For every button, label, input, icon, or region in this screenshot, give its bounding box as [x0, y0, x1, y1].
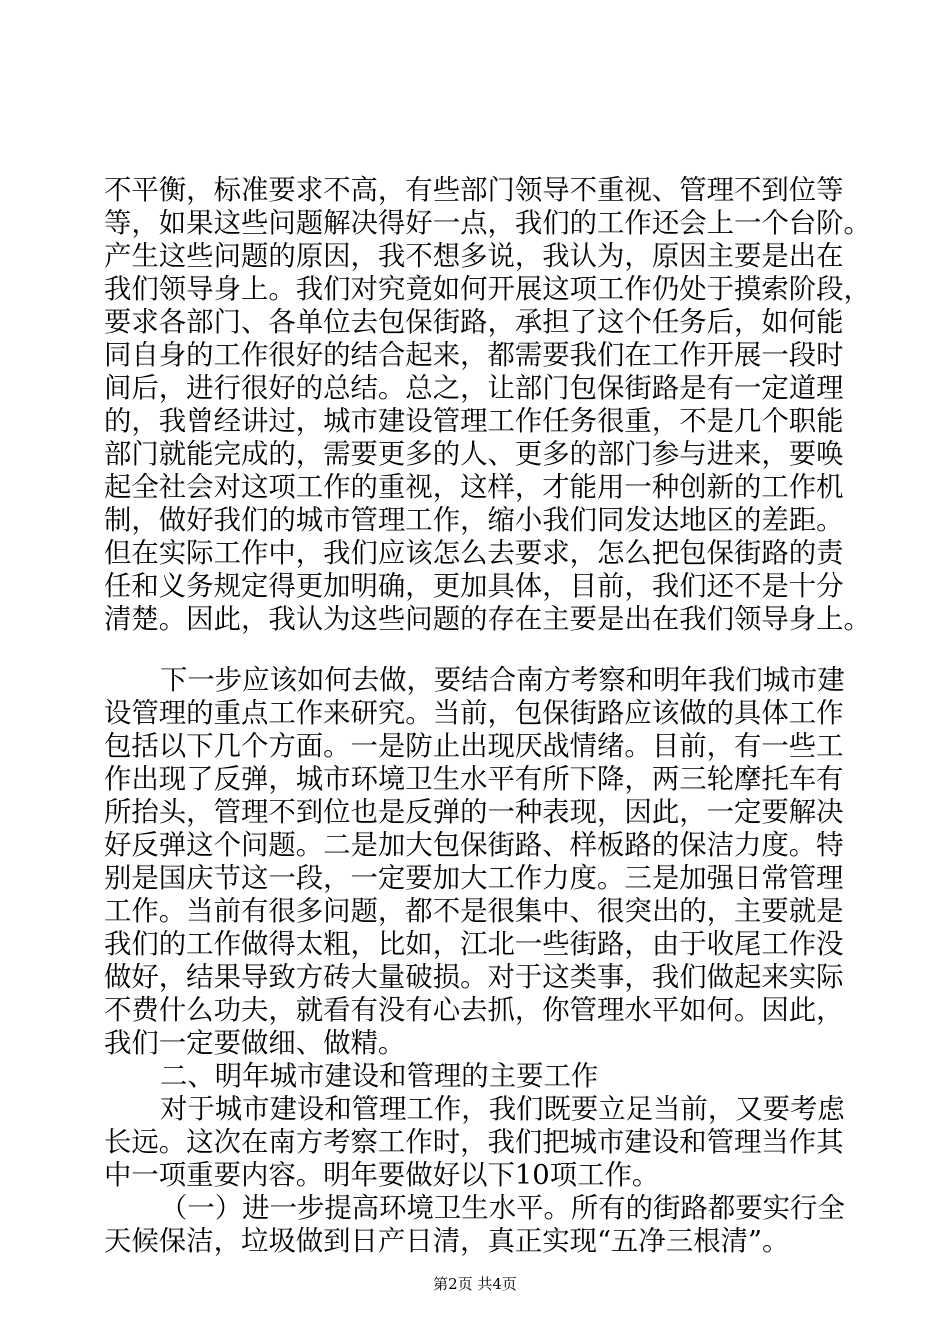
text-line: 天候保洁，垃圾做到日产日清，真正实现“五净三根清”。 [104, 1226, 790, 1257]
text-line: 的，我曾经讲过，城市建设管理工作任务很重，不是几个职能 [104, 406, 844, 437]
text-line: 制，做好我们的城市管理工作，缩小我们同发达地区的差距。 [104, 505, 844, 536]
text-line: 工作。当前有很多问题，都不是很集中、很突出的，主要就是 [104, 896, 844, 927]
text-line: 设管理的重点工作来研究。当前，包保街路应该做的具体工作 [104, 698, 844, 729]
text-line: 清楚。因此，我认为这些问题的存在主要是出在我们领导身上。 [104, 604, 871, 635]
text-line: 不费什么功夫，就看有没有心去抓，你管理水平如何。因此， [104, 995, 844, 1026]
text-line: 但在实际工作中，我们应该怎么去要求，怎么把包保街路的责 [104, 538, 844, 569]
text-line: 不平衡，标准要求不高，有些部门领导不重视、管理不到位等 [104, 175, 844, 206]
section-heading: 二、明年城市建设和管理的主要工作 [160, 1061, 599, 1092]
text-line: 包括以下几个方面。一是防止出现厌战情绪。目前，有一些工 [104, 731, 844, 762]
text-line: 长远。这次在南方考察工作时，我们把城市建设和管理当作其 [104, 1127, 844, 1158]
text-line: 我们的工作做得太粗，比如，江北一些街路，由于收尾工作没 [104, 929, 844, 960]
text-line: 要求各部门、各单位去包保街路，承担了这个任务后，如何能 [104, 307, 844, 338]
paragraph-first-line: 对于城市建设和管理工作，我们既要立足当前，又要考虑 [160, 1094, 845, 1125]
text-line: 所抬头，管理不到位也是反弹的一种表现，因此，一定要解决 [104, 797, 844, 828]
text-line: 做好，结果导致方砖大量破损。对于这类事，我们做起来实际 [104, 962, 844, 993]
paragraph-first-line: （一）进一步提高环境卫生水平。所有的街路都要实行全 [160, 1193, 845, 1224]
text-line: 作出现了反弹，城市环境卫生水平有所下降，两三轮摩托车有 [104, 764, 844, 795]
text-line: 起全社会对这项工作的重视，这样，才能用一种创新的工作机 [104, 472, 844, 503]
text-line: 我们领导身上。我们对究竟如何开展这项工作仍处于摸索阶段， [104, 274, 871, 305]
text-line: 同自身的工作很好的结合起来，都需要我们在工作开展一段时 [104, 340, 844, 371]
text-line: 中一项重要内容。明年要做好以下10项工作。 [104, 1160, 660, 1191]
page-footer: 第2页 共4页 [433, 1275, 517, 1293]
text-line: 别是国庆节这一段，一定要加大工作力度。三是加强日常管理 [104, 863, 844, 894]
text-line: 部门就能完成的，需要更多的人、更多的部门参与进来，要唤 [104, 439, 844, 470]
text-line: 间后，进行很好的总结。总之，让部门包保街路是有一定道理 [104, 373, 844, 404]
paragraph-first-line: 下一步应该如何去做，要结合南方考察和明年我们城市建 [160, 665, 845, 696]
text-line: 任和义务规定得更加明确，更加具体，目前，我们还不是十分 [104, 571, 844, 602]
text-line: 产生这些问题的原因，我不想多说，我认为，原因主要是出在 [104, 241, 844, 272]
text-line: 我们一定要做细、做精。 [104, 1028, 406, 1059]
text-line: 等，如果这些问题解决得好一点，我们的工作还会上一个台阶。 [104, 208, 871, 239]
text-line: 好反弹这个问题。二是加大包保街路、样板路的保洁力度。特 [104, 830, 844, 861]
